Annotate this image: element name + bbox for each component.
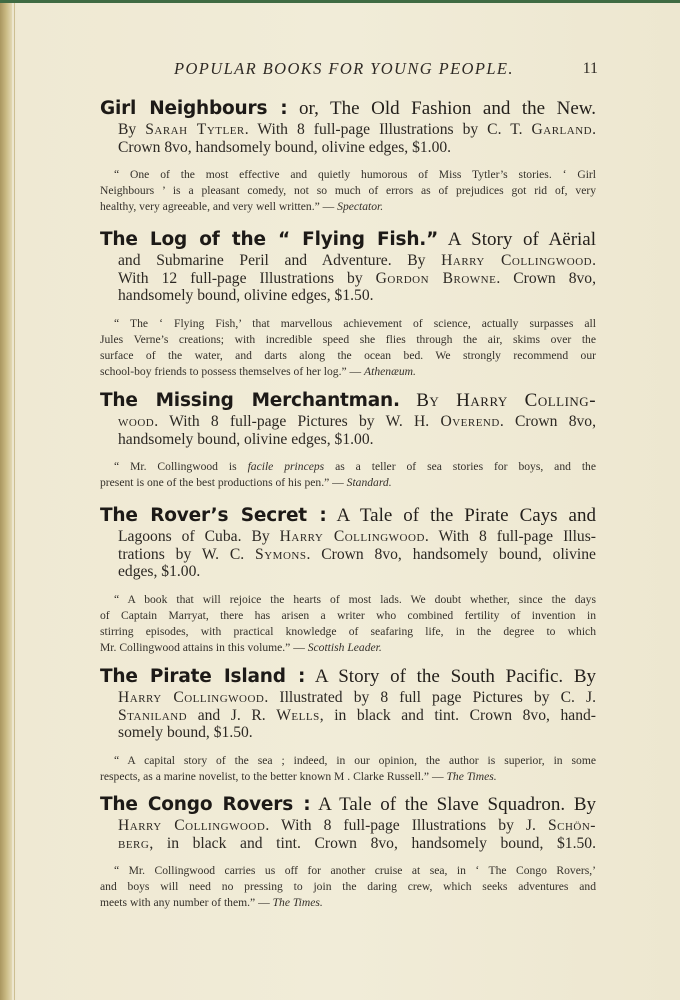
review-source: Spectator. bbox=[337, 200, 384, 213]
text: . With 8 full-page Illus- bbox=[424, 528, 596, 545]
text: meets with any number of them.” — bbox=[100, 896, 273, 909]
text: . With 8 full-page Illustrations by C. T. bbox=[244, 121, 532, 138]
book-title-line bbox=[100, 228, 596, 252]
book-subtitle: or, The Old Fashion and the New. bbox=[299, 98, 596, 119]
description-line bbox=[100, 689, 596, 707]
book-title-line bbox=[100, 793, 596, 817]
page-header bbox=[100, 58, 600, 80]
author-name: Sarah Tytler bbox=[145, 121, 245, 138]
book-subtitle: By Harry Colling- bbox=[416, 390, 597, 411]
review-line: of Captain Marryat, there has arisen a writer who combined fertility of invention in bbox=[100, 608, 596, 622]
review-line: “ A capital story of the sea ; indeed, in our opinion, the author is superior, in some bbox=[114, 753, 596, 767]
description-line bbox=[100, 252, 596, 270]
text: By bbox=[118, 121, 146, 138]
text: present is one of the best productions of his pen.” — bbox=[100, 476, 347, 489]
text: Mr. Collingwood attains in this volume.” — bbox=[100, 640, 308, 654]
book-entry-missing-merchantman bbox=[100, 389, 596, 491]
text: healthy, very agreeable, and very well written.” — bbox=[100, 200, 338, 213]
text: . Crown 8vo, bbox=[499, 413, 596, 430]
review-line bbox=[100, 895, 596, 911]
text: . Crown 8vo, handsomely bound, olivine bbox=[306, 545, 596, 563]
text: as a teller of sea stories for boys, and the bbox=[324, 460, 597, 473]
book-entry-girl-neighbours bbox=[100, 97, 596, 215]
review-quote bbox=[100, 592, 596, 656]
text: . Illustrated by 8 full page Pictures by C. J. bbox=[264, 689, 596, 706]
book-title: The Log of the “ Flying Fish.” bbox=[100, 229, 439, 250]
top-edge bbox=[0, 0, 680, 3]
book-title-line bbox=[100, 97, 596, 121]
gutter-line bbox=[14, 0, 15, 1000]
book-entry-log-of-the-flying-fish bbox=[100, 228, 596, 380]
review-source: The Times. bbox=[272, 896, 323, 909]
book-subtitle: A Tale of the Pirate Cays and bbox=[336, 505, 596, 526]
text: , in black and tint. Crown 8vo, handsomely bound, $1.50. bbox=[149, 834, 596, 852]
review-line bbox=[100, 199, 596, 215]
review-line: “ A book that will rejoice the hearts of most lads. We doubt whether, since the days bbox=[114, 592, 596, 606]
text: . bbox=[592, 252, 596, 269]
text: trations by W. C. bbox=[118, 545, 256, 563]
description-line bbox=[100, 431, 596, 449]
description-line bbox=[100, 528, 596, 546]
illustrator-name: Gordon Browne bbox=[375, 269, 497, 287]
description-line bbox=[100, 121, 596, 139]
author-name: Harry Collingwood bbox=[279, 528, 425, 545]
book-entry-rovers-secret bbox=[100, 504, 596, 656]
text: . With 8 full-page Pictures by W. H. bbox=[154, 413, 441, 430]
text: respects, as a marine novelist, to the better known M . Clarke Russell.” — bbox=[100, 769, 447, 783]
review-line bbox=[100, 640, 596, 656]
italic-phrase: facile princeps bbox=[247, 460, 325, 473]
description-line bbox=[100, 724, 596, 742]
illustrator-name: Overend bbox=[440, 413, 500, 430]
book-title: The Rover’s Secret : bbox=[100, 505, 327, 526]
text: somely bound, $1.50. bbox=[118, 724, 253, 741]
author-name: Harry Collingwood bbox=[118, 817, 266, 834]
author-name: Harry Collingwood bbox=[118, 689, 265, 706]
book-subtitle: A Story of the South Pacific. By bbox=[314, 666, 597, 687]
text: handsomely bound, olivine edges, $1.50. bbox=[118, 287, 374, 304]
book-subtitle: A Tale of the Slave Squadron. By bbox=[318, 794, 596, 815]
text: With 12 full-page Illustrations by bbox=[118, 269, 376, 287]
text: edges, $1.00. bbox=[118, 563, 201, 580]
binding-gutter bbox=[0, 0, 12, 1000]
review-source: Scottish Leader. bbox=[307, 640, 382, 654]
review-line bbox=[100, 475, 596, 491]
text: . Crown 8vo, bbox=[496, 269, 597, 287]
review-quote bbox=[100, 316, 596, 380]
text: and Submarine Peril and Adventure. By bbox=[118, 252, 442, 269]
author-name: wood bbox=[118, 413, 155, 430]
book-title: Girl Neighbours : bbox=[100, 98, 288, 119]
illustrator-name: Staniland bbox=[118, 706, 188, 724]
book-title-line bbox=[100, 665, 596, 689]
book-title-line bbox=[100, 504, 596, 528]
description-line bbox=[100, 287, 596, 305]
book-title: The Missing Merchantman. bbox=[100, 390, 400, 411]
book-title-line bbox=[100, 389, 596, 413]
text: “ Mr. Collingwood is bbox=[114, 460, 248, 473]
text: and J. R. bbox=[187, 706, 277, 724]
review-line bbox=[100, 364, 596, 380]
page-number: 11 bbox=[582, 60, 598, 77]
review-line: surface of the water, and darts along the ocean bed. We strongly recommend our bbox=[100, 348, 596, 362]
description-line bbox=[100, 270, 596, 288]
description-line bbox=[100, 563, 596, 581]
review-quote bbox=[100, 167, 596, 215]
book-entry-congo-rovers bbox=[100, 793, 596, 911]
review-line: Jules Verne’s creations; with incredible speed she flies through the air, skims over the bbox=[100, 332, 596, 346]
text: Lagoons of Cuba. By bbox=[118, 528, 280, 545]
review-line bbox=[100, 459, 596, 475]
review-line: “ The ‘ Flying Fish,’ that marvellous achievement of science, actually surpasses all bbox=[114, 316, 596, 330]
running-head: POPULAR BOOKS FOR YOUNG PEOPLE. bbox=[174, 59, 514, 78]
description-line bbox=[100, 413, 596, 431]
review-line bbox=[100, 769, 596, 785]
description-line bbox=[100, 546, 596, 564]
illustrator-name: Garland bbox=[531, 121, 593, 138]
review-line: “ One of the most effective and quietly humorous of Miss Tytler’s stories. ‘ Girl bbox=[114, 168, 596, 181]
illustrator-name: berg bbox=[118, 834, 150, 852]
book-title: The Congo Rovers : bbox=[100, 794, 311, 815]
illustrator-name: Schön- bbox=[547, 817, 596, 834]
text: . With 8 full-page Illustrations by J. bbox=[265, 817, 548, 834]
description-line bbox=[100, 835, 596, 853]
illustrator-name: Symons bbox=[255, 545, 307, 563]
review-line: and boys will need no pressing to join the daring crew, which seeks adventures and bbox=[100, 880, 596, 893]
review-source: The Times. bbox=[446, 769, 497, 783]
review-line: “ Mr. Collingwood carries us off for another cruise at sea, in ‘ The Congo Rovers,’ bbox=[114, 864, 596, 877]
review-source: Standard. bbox=[346, 476, 392, 489]
text: Crown 8vo, handsomely bound, olivine edges, $1.00. bbox=[118, 138, 452, 156]
author-name: Harry Collingwood bbox=[441, 252, 593, 269]
review-line: stirring episodes, with practical knowledge of seafaring life, in the degree to which bbox=[100, 624, 596, 638]
text: , in black and tint. Crown 8vo, hand- bbox=[319, 706, 596, 724]
text: handsomely bound, olivine edges, $1.00. bbox=[118, 430, 374, 448]
text: school-boy friends to possess themselves of her log.” — bbox=[100, 364, 365, 378]
review-line: Neighbours ’ is a pleasant comedy, not so much of errors as of prejudices got rid of, very bbox=[100, 184, 596, 197]
text: . bbox=[592, 121, 596, 138]
description-line bbox=[100, 707, 596, 725]
review-quote bbox=[100, 753, 596, 785]
review-source: Athenæum. bbox=[364, 364, 416, 378]
book-entry-pirate-island bbox=[100, 665, 596, 785]
description-line bbox=[100, 139, 596, 157]
illustrator-name: Wells bbox=[276, 706, 320, 724]
book-subtitle: A Story of Aërial bbox=[447, 229, 597, 250]
review-quote bbox=[100, 863, 596, 911]
review-quote bbox=[100, 459, 596, 491]
book-title: The Pirate Island : bbox=[100, 666, 306, 687]
description-line bbox=[100, 817, 596, 835]
